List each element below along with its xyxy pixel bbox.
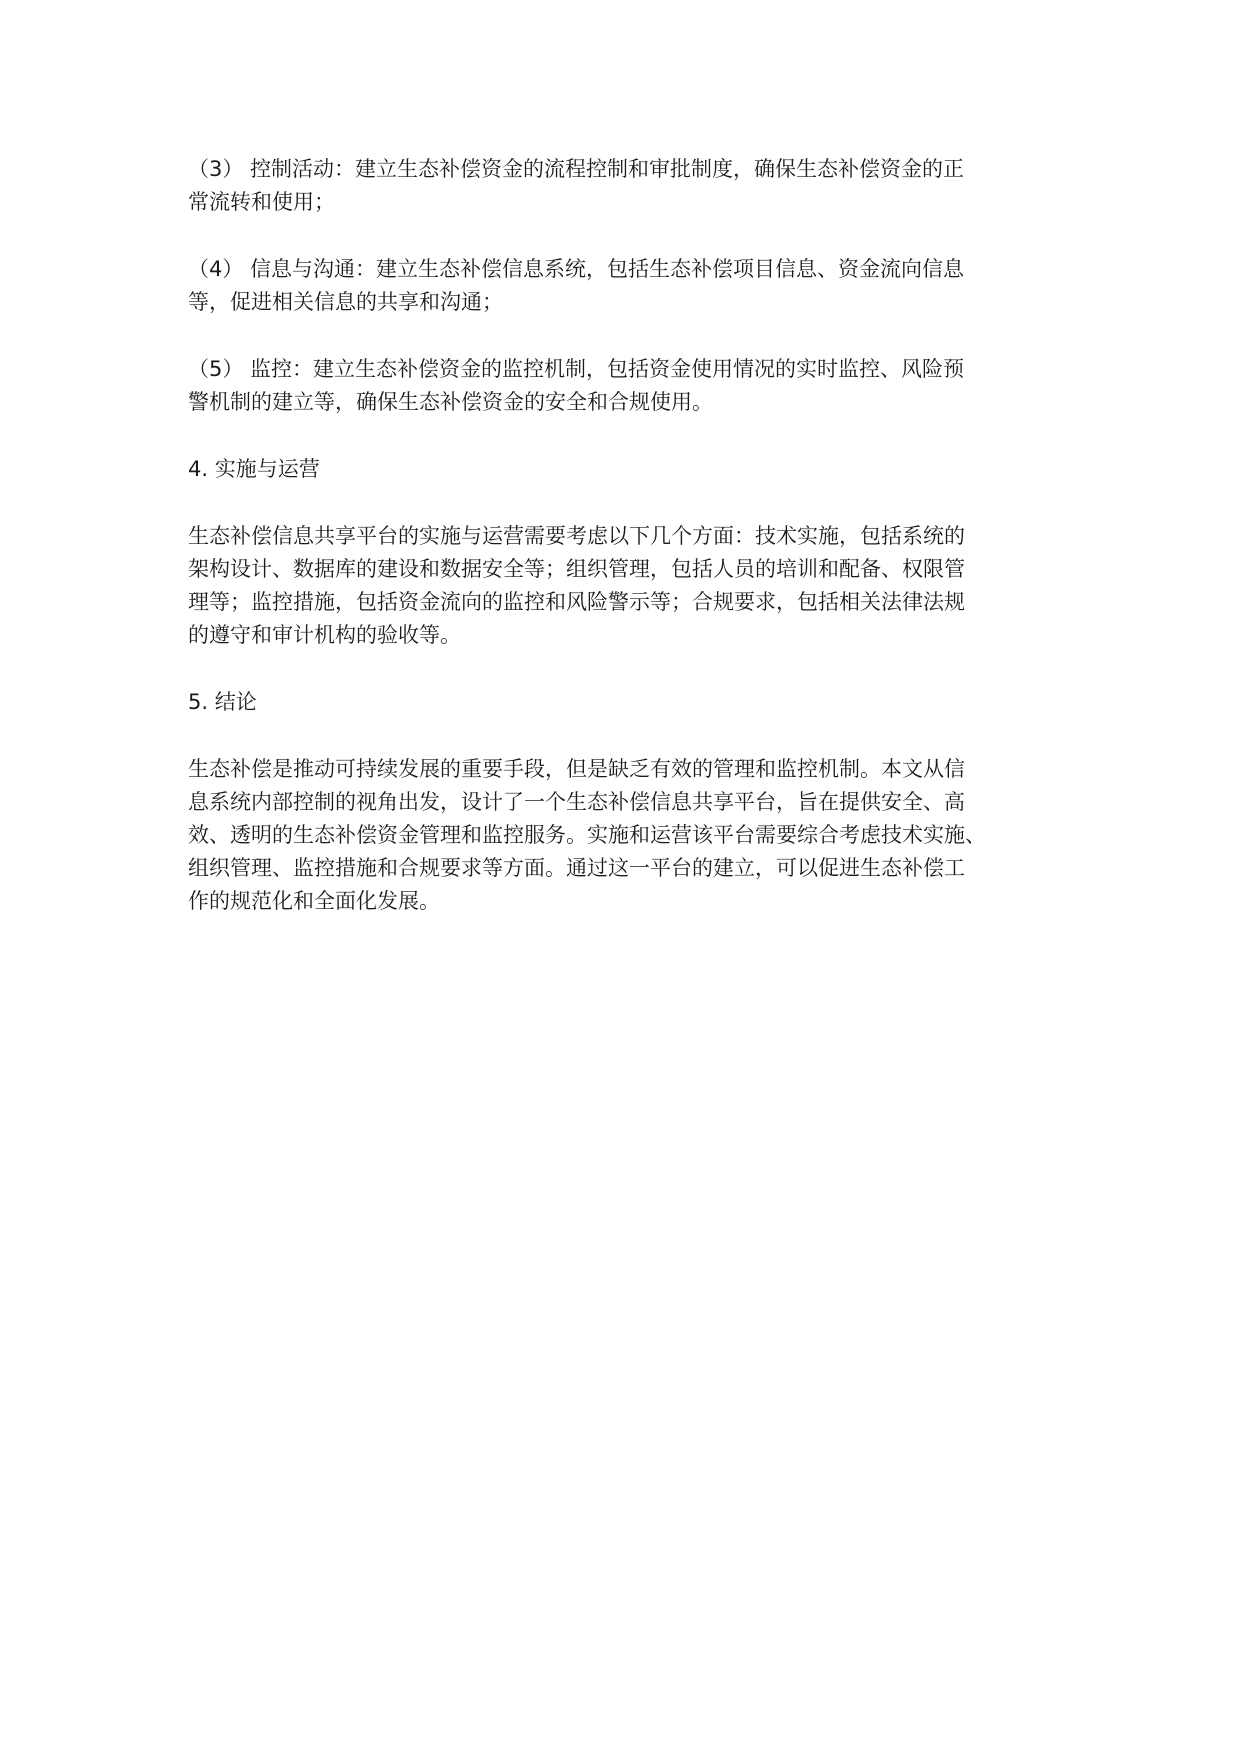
paragraph-line: 息系统内部控制的视角出发，设计了一个生态补偿信息共享平台，旨在提供安全、高 <box>188 790 965 814</box>
paragraph-line: 效、透明的生态补偿资金管理和监控服务。实施和运营该平台需要综合考虑技术实施、 <box>188 823 986 847</box>
list-item-information-communication <box>188 253 1068 319</box>
paragraph-line: 组织管理、监控措施和合规要求等方面。通过这一平台的建立，可以促进生态补偿工 <box>188 856 965 880</box>
section-heading-implementation: 4. 实施与运营 <box>188 457 320 481</box>
paragraph-conclusion <box>188 753 1068 918</box>
paragraph-line: （5） 监控：建立生态补偿资金的监控机制，包括资金使用情况的实时监控、风险预 <box>188 357 965 381</box>
paragraph-line: 理等；监控措施，包括资金流向的监控和风险警示等；合规要求，包括相关法律法规 <box>188 590 965 614</box>
list-item-monitoring <box>188 353 1068 419</box>
list-item-control-activities <box>188 153 1068 219</box>
paragraph-line: 的遵守和审计机构的验收等。 <box>188 623 461 647</box>
paragraph-line: 警机制的建立等，确保生态补偿资金的安全和合规使用。 <box>188 390 713 414</box>
paragraph-line: 作的规范化和全面化发展。 <box>188 889 440 913</box>
paragraph-line: （3） 控制活动：建立生态补偿资金的流程控制和审批制度，确保生态补偿资金的正 <box>188 157 965 181</box>
paragraph-line: 等，促进相关信息的共享和沟通； <box>188 290 503 314</box>
paragraph-line: 生态补偿是推动可持续发展的重要手段，但是缺乏有效的管理和监控机制。本文从信 <box>188 757 965 781</box>
paragraph-line: （4） 信息与沟通：建立生态补偿信息系统，包括生态补偿项目信息、资金流向信息 <box>188 257 965 281</box>
section-heading-conclusion: 5. 结论 <box>188 690 257 714</box>
paragraph-line: 常流转和使用； <box>188 190 335 214</box>
paragraph-line: 生态补偿信息共享平台的实施与运营需要考虑以下几个方面：技术实施，包括系统的 <box>188 524 965 548</box>
paragraph-implementation <box>188 520 1068 652</box>
paragraph-line: 架构设计、数据库的建设和数据安全等；组织管理，包括人员的培训和配备、权限管 <box>188 557 965 581</box>
document-body <box>188 153 1068 952</box>
